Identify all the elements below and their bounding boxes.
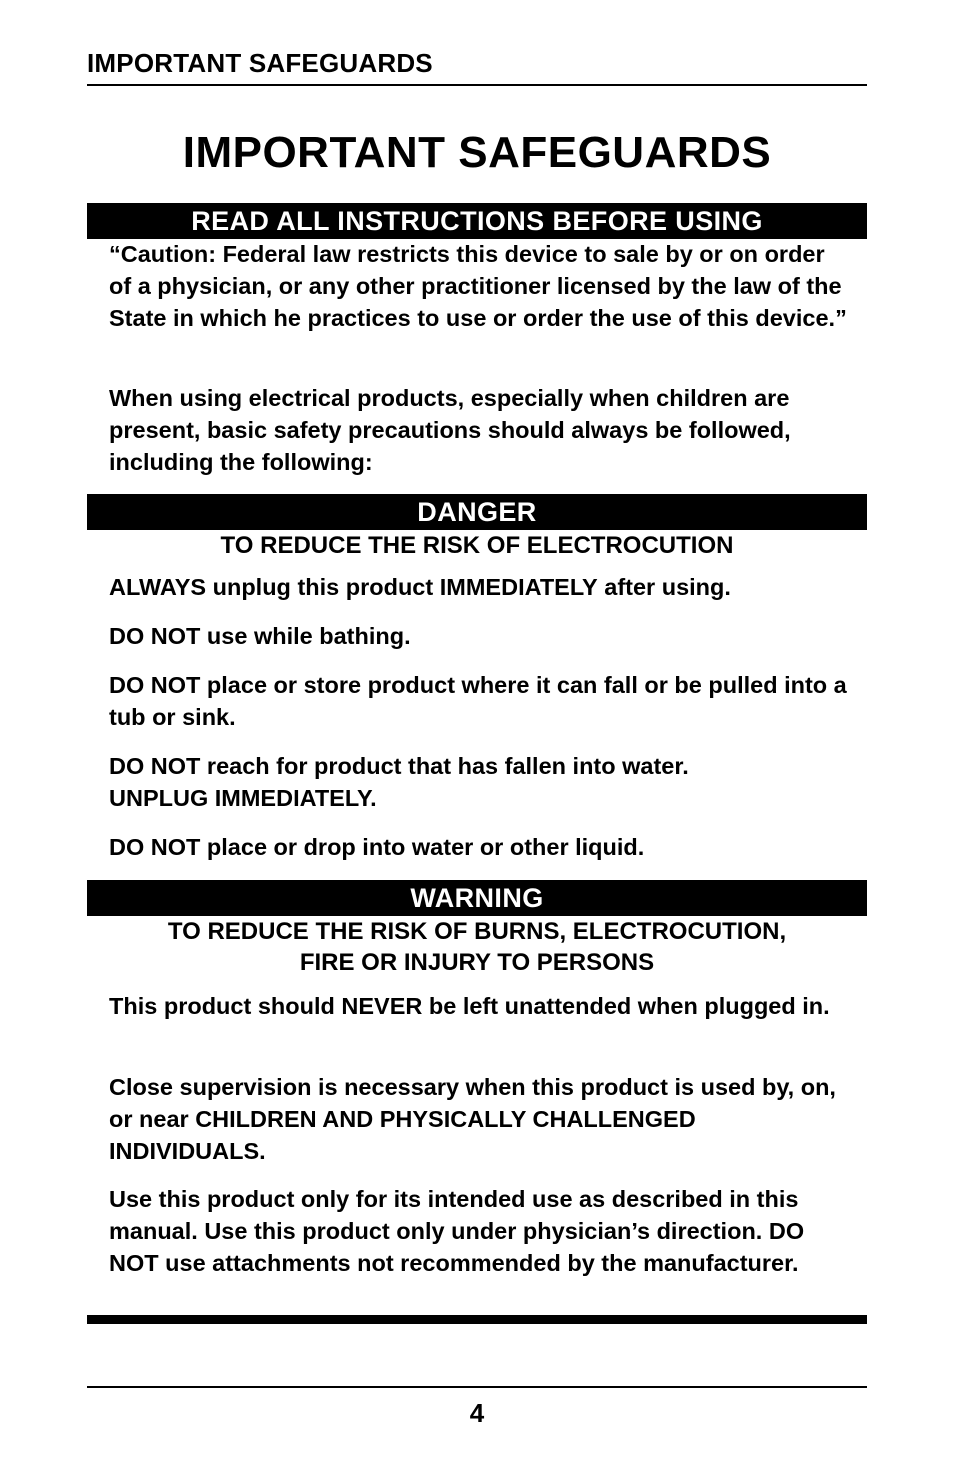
- danger-item-bathing: DO NOT use while bathing.: [109, 623, 411, 649]
- danger-item-store: DO NOT place or store product where it can fall or be pulled into a tub or sink.: [109, 672, 847, 730]
- danger-item-liquid: DO NOT place or drop into water or other liquid.: [109, 834, 645, 860]
- page-number: 4: [469, 1398, 485, 1428]
- warning-bar: WARNING: [87, 880, 867, 916]
- read-instructions-bar: READ ALL INSTRUCTIONS BEFORE USING: [87, 203, 867, 239]
- caution-paragraph: “Caution: Federal law restricts this device to sale by or on order of a physician, or any other practitioner licensed by the law of the State in which he practices to use or order the use of this device.”: [109, 241, 847, 331]
- danger-bar: DANGER: [87, 494, 867, 530]
- page-title: IMPORTANT SAFEGUARDS: [182, 128, 772, 177]
- danger-item-always-unplug: ALWAYS unplug this product IMMEDIATELY after using.: [109, 574, 731, 600]
- running-header: IMPORTANT SAFEGUARDS: [87, 48, 433, 78]
- danger-subhead: TO REDUCE THE RISK OF ELECTROCUTION: [220, 532, 734, 559]
- warning-item-intended-use: Use this product only for its intended use as described in this manual. Use this product only under physician’s direction. DO NOT use attachments not recommended by the manufacturer.: [109, 1186, 805, 1276]
- warning-subhead-line1: TO REDUCE THE RISK OF BURNS, ELECTROCUTION,: [167, 918, 787, 945]
- warning-item-supervision: Close supervision is necessary when this product is used by, on, or near CHILDREN AND PHYSICALLY CHALLENGED INDIVIDUALS.: [109, 1074, 836, 1164]
- warning-item-unattended: This product should NEVER be left unattended when plugged in.: [109, 993, 830, 1019]
- danger-item-reach: DO NOT reach for product that has fallen into water. UNPLUG IMMEDIATELY.: [109, 753, 689, 811]
- general-precautions-paragraph: When using electrical products, especially when children are present, basic safety precautions should always be followed, including the following:: [109, 385, 791, 475]
- section-end-rule: [87, 1315, 867, 1324]
- header-rule: [87, 84, 867, 86]
- footer-rule: [87, 1386, 867, 1388]
- warning-subhead-line2: FIRE OR INJURY TO PERSONS: [299, 949, 655, 976]
